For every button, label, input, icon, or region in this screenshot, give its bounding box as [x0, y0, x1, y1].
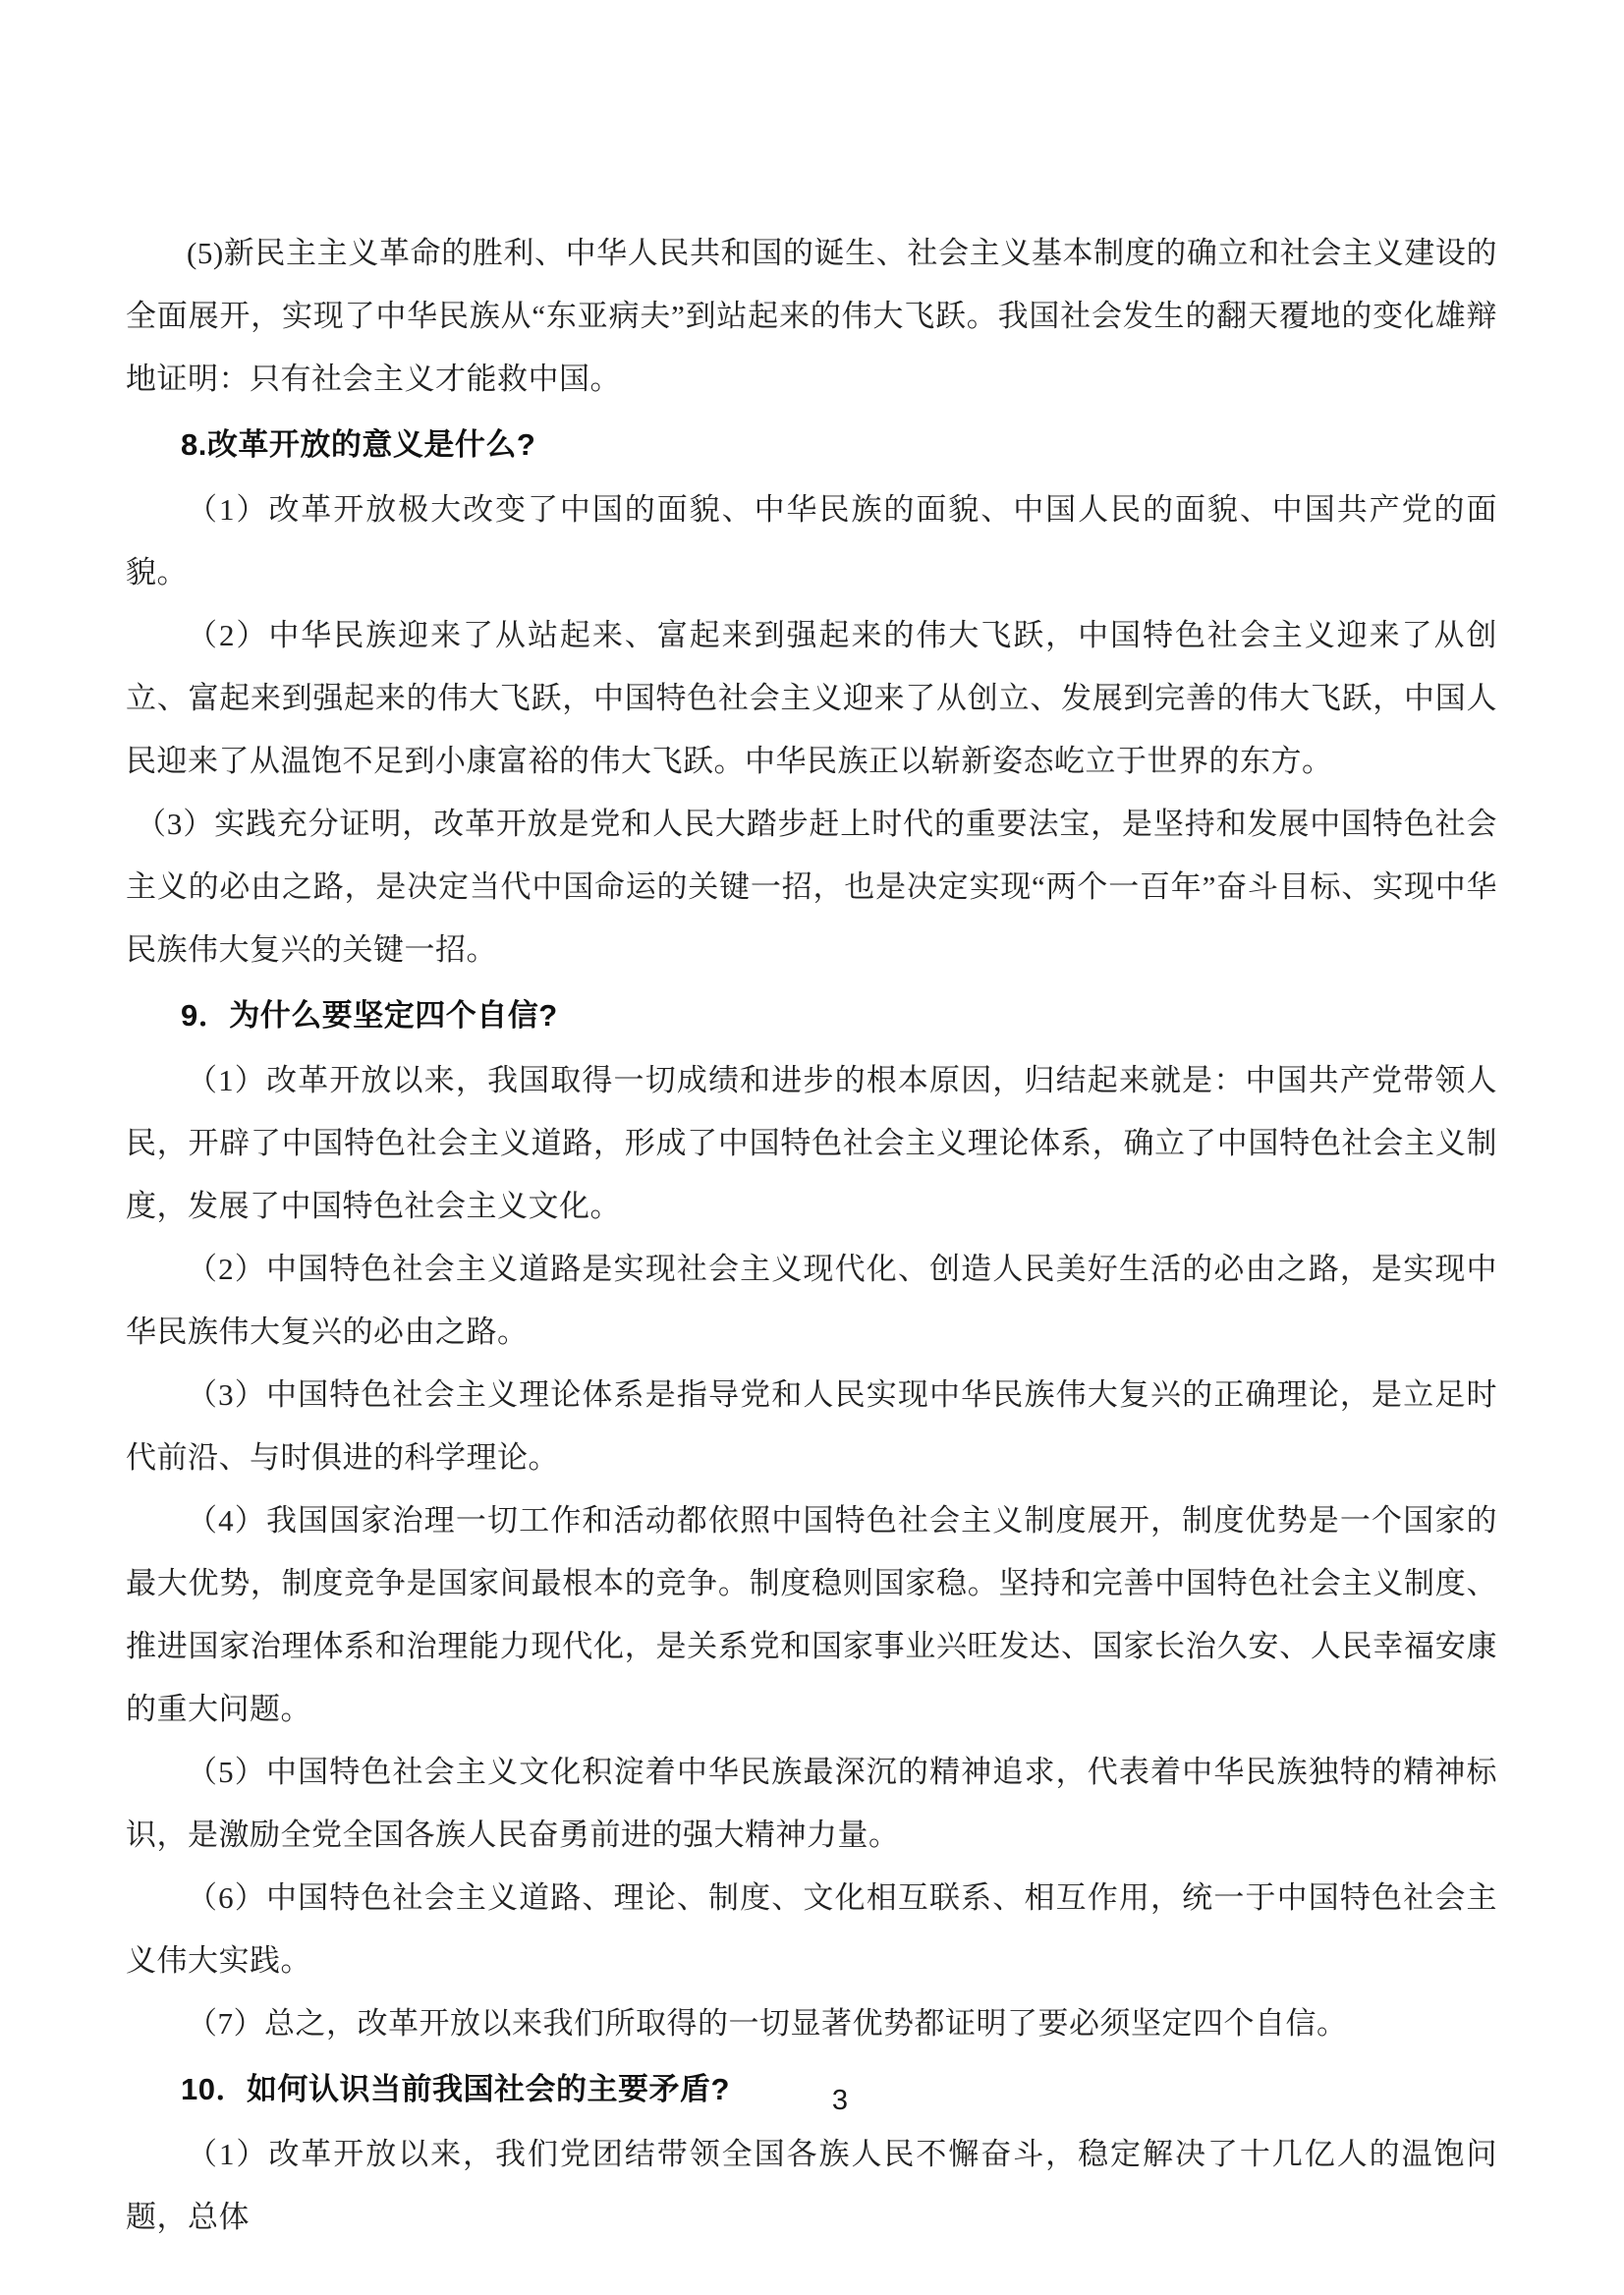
body-paragraph: （6）中国特色社会主义道路、理论、制度、文化相互联系、相互作用，统一于中国特色社会主义伟大实践。 [126, 1880, 1497, 1978]
body-paragraph: （3）实践充分证明，改革开放是党和人民大踏步赶上时代的重要法宝，是坚持和发展中国特色社会主义的必由之路，是决定当代中国命运的关键一招，也是决定实现“两个一百年”奋斗目标、实现中华民族伟大复兴的关键一招。 [126, 807, 1497, 967]
document-content [126, 222, 1497, 2249]
body-paragraph: （1）改革开放以来，我国取得一切成绩和进步的根本原因，归结起来就是：中国共产党带领人民，开辟了中国特色社会主义道路，形成了中国特色社会主义理论体系，确立了中国特色社会主义制度，发展了中国特色社会主义文化。 [126, 1063, 1497, 1223]
body-paragraph: （3）中国特色社会主义理论体系是指导党和人民实现中华民族伟大复兴的正确理论，是立足时代前沿、与时俱进的科学理论。 [126, 1377, 1497, 1475]
body-paragraph: （5）中国特色社会主义文化积淀着中华民族最深沉的精神追求，代表着中华民族独特的精神标识，是激励全党全国各族人民奋勇前进的强大精神力量。 [126, 1755, 1497, 1852]
section-heading: 10．如何认识当前我国社会的主要矛盾? [181, 2072, 730, 2106]
body-paragraph: （2）中华民族迎来了从站起来、富起来到强起来的伟大飞跃，中国特色社会主义迎来了从创立、富起来到强起来的伟大飞跃，中国特色社会主义迎来了从创立、发展到完善的伟大飞跃，中国人民迎来了从温饱不足到小康富裕的伟大飞跃。中华民族正以崭新姿态屹立于世界的东方。 [126, 618, 1497, 778]
body-paragraph: （1）改革开放极大改变了中国的面貌、中华民族的面貌、中国人民的面貌、中国共产党的面貌。 [126, 492, 1497, 589]
body-paragraph: (5)新民主主义革命的胜利、中华人民共和国的诞生、社会主义基本制度的确立和社会主义建设的全面展开，实现了中华民族从“东亚病夫”到站起来的伟大飞跃。我国社会发生的翻天覆地的变化雄辩地证明：只有社会主义才能救中国。 [126, 236, 1497, 396]
body-paragraph: （2）中国特色社会主义道路是实现社会主义现代化、创造人民美好生活的必由之路，是实现中华民族伟大复兴的必由之路。 [126, 1252, 1497, 1349]
section-heading: 9．为什么要坚定四个自信? [181, 998, 558, 1033]
page-number: 3 [831, 2085, 849, 2116]
body-paragraph: （1）改革开放以来，我们党团结带领全国各族人民不懈奋斗，稳定解决了十几亿人的温饱问题，总体 [126, 2137, 1497, 2234]
body-paragraph: （4）我国国家治理一切工作和活动都依照中国特色社会主义制度展开，制度优势是一个国家的最大优势，制度竞争是国家间最根本的竞争。制度稳则国家稳。坚持和完善中国特色社会主义制度、推进国家治理体系和治理能力现代化，是关系党和国家事业兴旺发达、国家长治久安、人民幸福安康的重大问题。 [126, 1503, 1497, 1726]
section-heading: 8.改革开放的意义是什么? [181, 427, 536, 462]
body-paragraph: （7）总之，改革开放以来我们所取得的一切显著优势都证明了要必须坚定四个自信。 [187, 2006, 1348, 2041]
